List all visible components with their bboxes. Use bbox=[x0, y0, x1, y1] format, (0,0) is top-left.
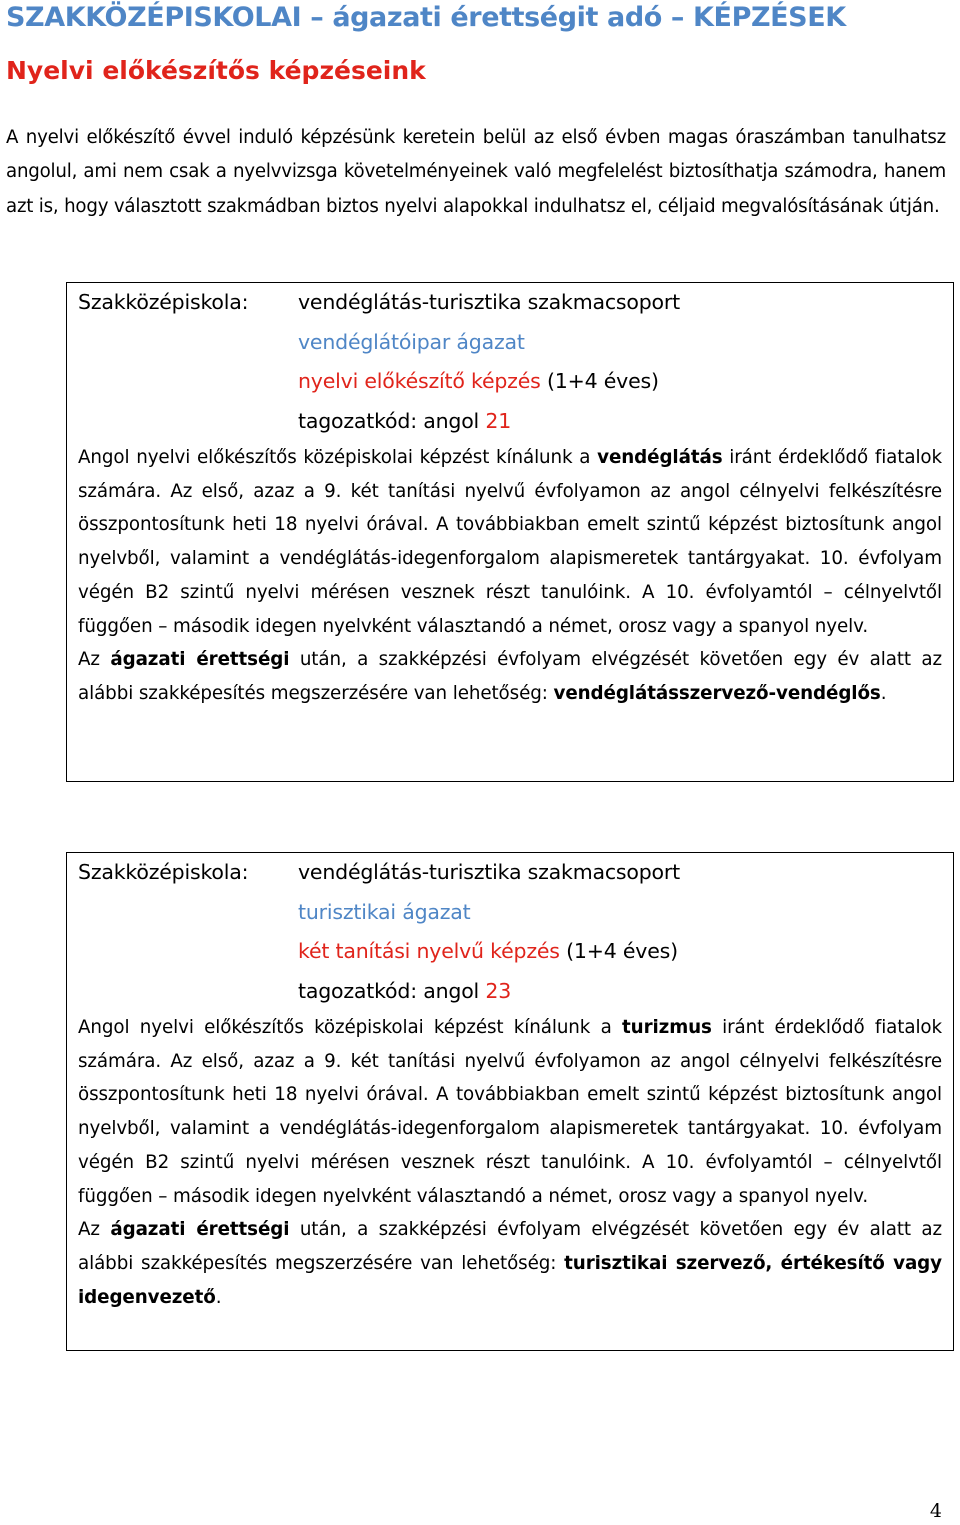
program-code-number: 21 bbox=[485, 408, 512, 433]
program-code-label: tagozatkód: angol bbox=[298, 408, 486, 433]
school-type-label: Szakközépiskola: bbox=[78, 860, 249, 884]
training-type bbox=[298, 932, 942, 972]
program-code-label: tagozatkód: angol bbox=[298, 978, 486, 1003]
training-type-name: nyelvi előkészítő képzés bbox=[298, 369, 541, 393]
program-qualification: Az ágazati érettségi után, a szakképzési évfolyam elvégzését követően egy év alatt az alábbi szakképesítés megszerzésére van lehetőség: turisztikai szervező, értékesítő vagy idegenvezető. bbox=[78, 1219, 942, 1308]
training-duration: (1+4 éves) bbox=[540, 369, 659, 393]
page-title: SZAKKÖZÉPISKOLAI – ágazati érettségit adó – KÉPZÉSEK bbox=[6, 2, 846, 33]
program-description: Angol nyelvi előkészítős középiskolai képzést kínálunk a turizmus iránt érdeklődő fiatalok számára. Az első, azaz a 9. két tanítási nyelvű évfolyamon az angol célnyelvi felkészítésre összpontosítunk heti 18 nyelvi órával. A továbbiakban emelt szintű képzést biztosítunk angol nyelvből, valamint a vendéglátás-idegenforgalom alapismeretek tantárgyakat. 10. évfolyam végén B2 szintű nyelvi mérésen vesznek részt tanulóink. A 10. évfolyamtól – célnyelvtől függően – második idegen nyelvként választandó a német, orosz vagy a spanyol nyelv. bbox=[78, 1017, 943, 1207]
program-qualification: Az ágazati érettségi után, a szakképzési évfolyam elvégzését követően egy év alatt az alábbi szakképesítés megszerzésére van lehetőség: vendéglátásszervező-vendéglős. bbox=[78, 649, 942, 704]
program-branch: turisztikai ágazat bbox=[298, 899, 471, 924]
intro-paragraph: A nyelvi előkészítő évvel induló képzésünk keretein belül az első évben magas óraszámban tanulhatsz angolul, ami nem csak a nyelvvizsga követelményeinek való megfelelést biztosíthatja számodra, hanem azt is, hogy választott szakmádban biztos nyelvi alapokkal indulhatsz el, céljaid megvalósításának útján. bbox=[6, 127, 946, 217]
page-number: 4 bbox=[929, 1500, 942, 1522]
program-group: vendéglátás-turisztika szakmacsoport bbox=[298, 860, 680, 884]
program-description: Angol nyelvi előkészítős középiskolai képzést kínálunk a vendéglátás iránt érdeklődő fiatalok számára. Az első, azaz a 9. két tanítási nyelvű évfolyamon az angol célnyelvi felkészítésre összpontosítunk heti 18 nyelvi órával. A továbbiakban emelt szintű képzést biztosítunk angol nyelvből, valamint a vendéglátás-idegenforgalom alapismeretek tantárgyakat. 10. évfolyam végén B2 szintű nyelvi mérésen vesznek részt tanulóink. A 10. évfolyamtól – célnyelvtől függően – második idegen nyelvként választandó a német, orosz vagy a spanyol nyelv. bbox=[78, 447, 942, 637]
program-box-tourism bbox=[66, 852, 954, 1351]
program-box-hospitality bbox=[66, 282, 954, 782]
section-subtitle: Nyelvi előkészítős képzéseink bbox=[6, 56, 426, 85]
program-code bbox=[298, 402, 942, 442]
school-type-label: Szakközépiskola: bbox=[78, 290, 249, 314]
training-type bbox=[298, 362, 942, 402]
program-header bbox=[78, 853, 942, 1011]
training-type-name: két tanítási nyelvű képzés bbox=[298, 939, 560, 963]
program-group: vendéglátás-turisztika szakmacsoport bbox=[298, 290, 680, 314]
program-header bbox=[78, 283, 942, 441]
program-code-number: 23 bbox=[485, 978, 512, 1003]
program-code bbox=[298, 972, 942, 1012]
training-duration: (1+4 éves) bbox=[559, 939, 678, 963]
program-branch: vendéglátóipar ágazat bbox=[298, 329, 525, 354]
